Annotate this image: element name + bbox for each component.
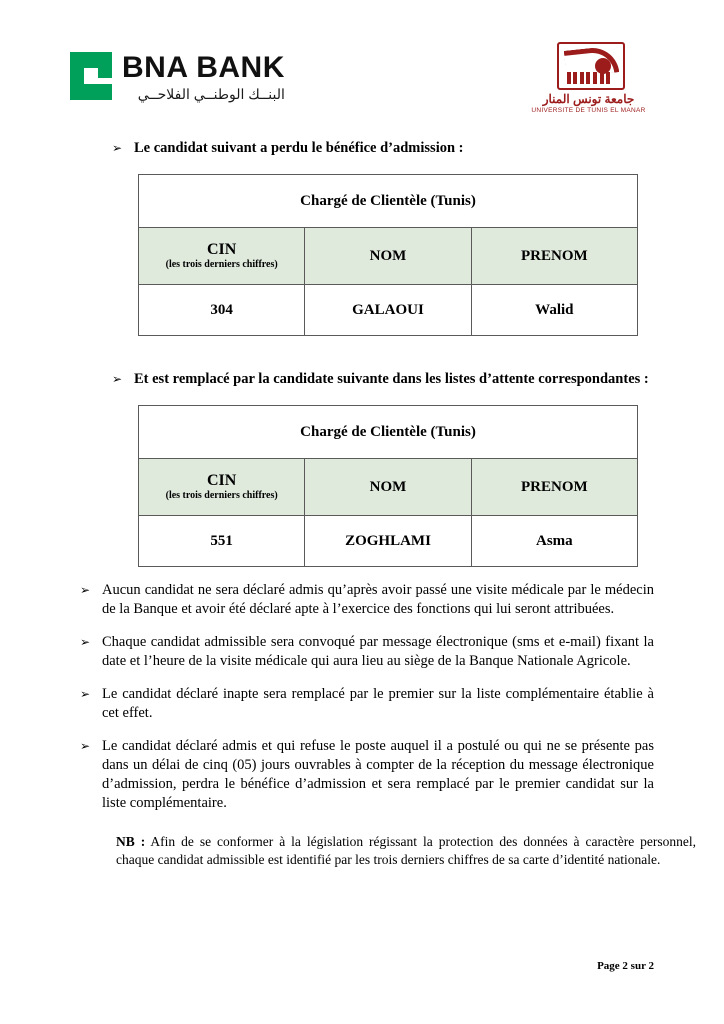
intro-bullet-2 [110, 370, 654, 389]
table-2-cell-nom: ZOGHLAMI [305, 516, 471, 567]
table-2-header-row [139, 459, 638, 516]
table-2-wrapper [138, 405, 638, 567]
table-1-wrapper [138, 174, 638, 336]
bna-logo-arabic: البنــك الوطنــي الفلاحــي [137, 86, 285, 102]
table-row [139, 285, 638, 336]
bullet-arrow-icon: ➢ [80, 583, 91, 597]
table-2-header-cin-sub: (les trois derniers chiffres) [165, 490, 278, 501]
table-1-cell-nom: GALAOUI [305, 285, 471, 336]
table-2-header-nom: NOM [305, 459, 471, 516]
bullet-arrow-icon: ➢ [80, 635, 91, 649]
note-bullet-3 [78, 685, 654, 723]
note-bullet-3-text: Le candidat déclaré inapte sera remplacé par le premier sur la liste complémentaire établie à cet effet. [102, 686, 654, 721]
intro-bullet-2-text: Et est remplacé par la candidate suivante dans les listes d’attente correspondantes : [134, 371, 649, 387]
bullet-arrow-icon: ➢ [80, 687, 91, 701]
candidates-table-replacement [138, 405, 638, 567]
page-footer: Page 2 sur 2 [597, 960, 654, 972]
table-1-header-row [139, 228, 638, 285]
nb-text: Afin de se conformer à la législation régissant la protection des données à caractère personnel, chaque candidat admissible est identifié par les trois derniers chiffres de sa carte d’identité nationale. [116, 834, 696, 867]
bna-logo-title: BNA BANK [122, 51, 285, 84]
bullet-arrow-icon: ➢ [112, 141, 123, 155]
candidates-table-removed [138, 174, 638, 336]
nb-note [116, 833, 696, 869]
bullet-arrow-icon: ➢ [112, 372, 123, 386]
bna-logo-mark-icon [70, 52, 112, 100]
note-bullet-2-text: Chaque candidat admissible sera convoqué par message électronique (sms et e-mail) fixant la date et l’heure de la visite médicale qui aura lieu au siège de la Banque Nationale Agricole. [102, 634, 654, 669]
note-bullet-1 [78, 581, 654, 619]
note-bullet-4-text: Le candidat déclaré admis et qui refuse le poste auquel il a postulé ou qui ne se présente pas dans un délai de cinq (05) jours ouvrables à compter de la réception du message électronique d’admission, perdra le bénéfice d’admission et sera remplacé par le premier candidat sur la liste complémentaire. [102, 738, 654, 811]
document-header [0, 0, 724, 125]
table-1-header-nom: NOM [305, 228, 471, 285]
table-2-header-cin [139, 459, 305, 516]
note-bullet-4 [78, 737, 654, 813]
university-emblem-icon [551, 42, 627, 90]
note-bullet-2 [78, 633, 654, 671]
table-row [139, 516, 638, 567]
table-1-header-cin-main: CIN [206, 241, 237, 258]
table-1-header-cin-sub: (les trois derniers chiffres) [165, 259, 278, 270]
nb-label: NB : [116, 834, 146, 849]
university-logo-arabic: جامعة تونس المنار [542, 92, 635, 106]
table-1-cell-prenom: Walid [471, 285, 637, 336]
bullet-arrow-icon: ➢ [80, 739, 91, 753]
table-2-header-cin-main: CIN [206, 472, 237, 489]
table-title-row [139, 406, 638, 459]
document-content [0, 139, 724, 869]
table-2-cell-prenom: Asma [471, 516, 637, 567]
table-1-cell-cin: 304 [139, 285, 305, 336]
university-logo [531, 42, 646, 114]
table-2-header-prenom: PRENOM [471, 459, 637, 516]
table-2-cell-cin: 551 [139, 516, 305, 567]
bna-bank-logo [70, 52, 285, 103]
table-2-title: Chargé de Clientèle (Tunis) [139, 406, 638, 459]
university-logo-french: UNIVERSITE DE TUNIS EL MANAR [531, 107, 646, 114]
table-1-header-prenom: PRENOM [471, 228, 637, 285]
table-title-row [139, 175, 638, 228]
note-bullet-1-text: Aucun candidat ne sera déclaré admis qu’après avoir passé une visite médicale par le médecin de la Banque et avoir été déclaré apte à l’exercice des fonctions qui lui seront attribuées. [102, 582, 654, 617]
intro-bullet-1 [110, 139, 654, 158]
table-1-title: Chargé de Clientèle (Tunis) [139, 175, 638, 228]
table-1-header-cin [139, 228, 305, 285]
intro-bullet-1-text: Le candidat suivant a perdu le bénéfice d’admission : [134, 140, 464, 156]
